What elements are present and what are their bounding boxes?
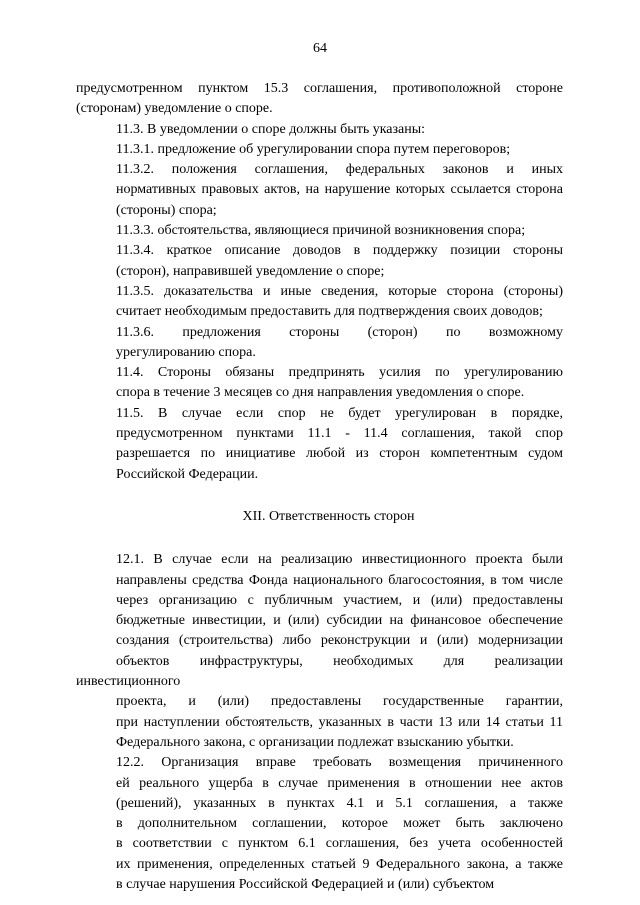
text-line: (сторонам) уведомление о споре. [76, 101, 273, 117]
paragraph [76, 282, 563, 323]
paragraph [76, 323, 563, 364]
text-line: 11.3. В уведомлении о споре должны быть указаны: [116, 121, 426, 137]
text-line: нормативных правовых актов, на нарушение которых ссылается сторона [116, 182, 563, 198]
paragraph [76, 753, 563, 895]
text-line: в соответствии с пунктом 6.1 соглашения, без учета особенностей [116, 836, 563, 852]
text-line: в случае нарушения Российской Федерацией и (или) субъектом [116, 876, 495, 892]
text-line: через организацию с публичным участием, и (или) предоставлены [116, 592, 563, 608]
text-line: при наступлении обстоятельств, указанных в части 13 или 14 статьи 11 [116, 714, 563, 730]
text-line: объектов инфраструктуры, необходимых для реализации инвестиционного [76, 653, 563, 690]
paragraph [76, 221, 563, 241]
text-line: 11.3.2. положения соглашения, федеральных законов и иных [116, 162, 563, 178]
document-body [76, 79, 563, 895]
section-xi-continuation [76, 79, 563, 485]
text-line: создания (строительства) либо реконструкции и (или) модернизации [116, 633, 563, 649]
text-line: 11.3.1. предложение об урегулировании спора путем переговоров; [116, 141, 511, 157]
text-line: 11.3.5. доказательства и иные сведения, которые сторона (стороны) [116, 283, 563, 299]
paragraph [76, 120, 563, 140]
text-line: (сторон), направившей уведомление о споре; [116, 263, 385, 279]
text-line: разрешается по инициативе любой из сторон компетентным судом [116, 446, 563, 462]
text-line: считает необходимым предоставить для подтверждения своих доводов; [116, 304, 543, 320]
text-line: 11.4. Стороны обязаны предпринять усилия по урегулированию [116, 365, 563, 381]
paragraph [76, 79, 563, 120]
text-line: спора в течение 3 месяцев со дня направления уведомления о споре. [116, 385, 525, 401]
text-line: Федерального закона, с организации подлежат взысканию убытки. [116, 734, 514, 750]
paragraph [76, 241, 563, 282]
paragraph [76, 363, 563, 404]
text-line: 12.2. Организация вправе требовать возмещения причиненного [116, 755, 563, 771]
text-line: их применения, определенных статьей 9 Федерального закона, а также [116, 856, 563, 872]
text-line: предусмотренном пунктами 11.1 - 11.4 соглашения, такой спор [116, 426, 563, 442]
section-heading: XII. Ответственность сторон [242, 508, 415, 524]
paragraph [76, 404, 563, 485]
page-number: 64 [313, 41, 327, 56]
text-line: 11.3.3. обстоятельства, являющиеся причиной возникновения спора; [116, 223, 526, 239]
text-line: направлены средства Фонда национального благосостояния, в том числе [116, 572, 563, 588]
text-line: (решений), указанных в пунктах 4.1 и 5.1 соглашения, а также [116, 795, 563, 811]
text-line: 12.1. В случае если на реализацию инвестиционного проекта были [116, 552, 563, 568]
text-line: бюджетные инвестиции, и (или) субсидии на финансовое обеспечение [116, 613, 563, 629]
text-line: 11.3.4. краткое описание доводов в поддержку позиции стороны [116, 243, 563, 259]
text-line: урегулированию спора. [116, 344, 256, 360]
text-line: 11.3.6. предложения стороны (сторон) по возможному [116, 324, 563, 340]
text-line: (стороны) спора; [116, 202, 217, 218]
section-xii-body [76, 550, 563, 895]
paragraph [76, 160, 563, 221]
paragraph [76, 550, 563, 753]
text-line: 11.5. В случае если спор не будет урегулирован в порядке, [116, 405, 563, 421]
text-line: предусмотренном пунктом 15.3 соглашения, противоположной стороне [76, 81, 563, 96]
text-line: Российской Федерации. [116, 466, 259, 482]
text-line: проекта, и (или) предоставлены государственные гарантии, [116, 694, 563, 710]
text-line: в дополнительном соглашении, которое может быть заключено [116, 816, 563, 832]
text-line: ей реального ущерба в случае применения в отношении нее актов [116, 775, 563, 791]
paragraph [76, 140, 563, 160]
